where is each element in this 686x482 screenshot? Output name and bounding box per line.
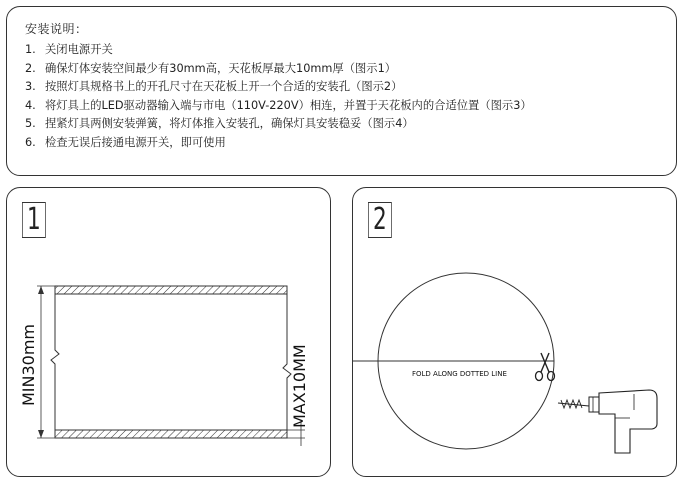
instruction-step: [25, 115, 532, 134]
drill-icon: [558, 390, 657, 453]
step-number: 4.: [25, 98, 36, 112]
ceiling-top-band: [55, 286, 287, 294]
panel-number-2: 2: [368, 202, 392, 238]
left-break-line: [51, 286, 59, 438]
min-arrow-bottom: [38, 430, 44, 438]
step-text: 检查无误后接通电源开关，即可使用: [45, 135, 226, 149]
step-number: 6.: [25, 135, 36, 149]
max-thickness-label: MAX10MM: [290, 344, 309, 428]
step-number: 2.: [25, 61, 36, 75]
instruction-step: [25, 97, 532, 116]
step-text: 捏紧灯具两侧安装弹簧，将灯体推入安装孔，确保灯具安装稳妥（图示4）: [45, 117, 414, 131]
instructions-box: [6, 6, 677, 176]
instructions-list: [25, 41, 532, 153]
step-text: 确保灯体安装空间最少有30mm高，天花板厚最大10mm厚（图示1）: [45, 61, 397, 75]
step-text: 按照灯具规格书上的开孔尺寸在天花板上开一个合适的安装孔（图示2）: [45, 80, 403, 94]
cutout-diagram: [353, 188, 678, 478]
step-number: 5.: [25, 117, 36, 131]
instructions-title: 安装说明：: [25, 22, 88, 36]
diagram-panel-2: [352, 187, 677, 477]
scissors-icon: [536, 353, 555, 381]
step-text: 将灯具上的LED驱动器输入端与市电（110V-220V）相连，并置于天花板内的合适位置（图示3）: [45, 98, 532, 112]
panel-number-1: 1: [22, 202, 46, 238]
instruction-step: [25, 134, 532, 153]
step-number: 3.: [25, 80, 36, 94]
fold-label: FOLD ALONG DOTTED LINE: [412, 370, 507, 378]
min-clearance-label: MIN30mm: [19, 323, 38, 406]
min-arrow-top: [38, 286, 44, 294]
clearance-diagram: [7, 188, 332, 478]
step-number: 1.: [25, 43, 36, 56]
ceiling-bottom-band: [55, 430, 287, 438]
diagram-panel-1: [6, 187, 331, 477]
step-text: 关闭电源开关: [45, 43, 113, 56]
instruction-step: [25, 60, 532, 79]
instruction-step: [25, 41, 532, 60]
instruction-step: [25, 78, 532, 97]
